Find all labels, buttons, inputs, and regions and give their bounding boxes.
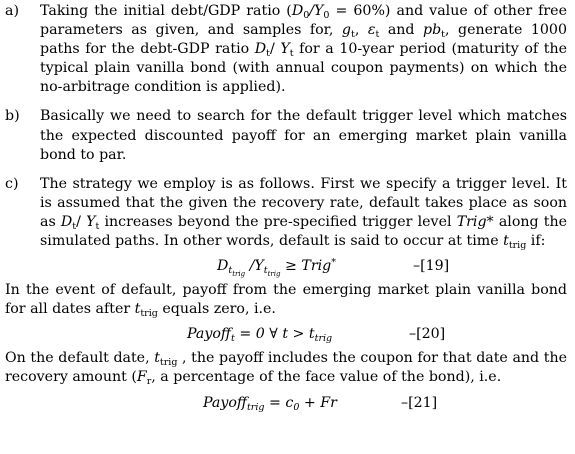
item-text: Taking the initial debt/GDP ratio $(D_0/Y_0 = 60\%)$ and value of other free parameters as given, and samples for, $g_t$, $\varepsilon_t$ and $pb_t$, generate 1000 paths for the debt-GDP ratio $D_t/$ $Y_t$ for a 10-year period (maturity of the typical plain vanilla bond (with annual coupon payments) on which the no-arbitrage condition is applied). xyxy=(40,3,567,96)
equation-formula: $D_{t_{trig}}$ $/Y_{t_{trig}}$ ≥ Trig* xyxy=(217,257,337,279)
equation-number: –[21] xyxy=(401,394,438,411)
equation-20 xyxy=(5,319,567,349)
list-item-b xyxy=(5,107,567,164)
item-label: a) xyxy=(5,3,19,19)
paragraph: On the default date, $t_{trig}$ , the payoff includes the coupon for that date and the recovery amount ($F_r$, a percentage of the face value of the bond), i.e. xyxy=(5,350,567,388)
equation-19 xyxy=(5,251,567,281)
equation-number: –[20] xyxy=(409,326,446,343)
equation-21 xyxy=(5,388,567,418)
list-item-a xyxy=(5,2,567,97)
equation-number: –[19] xyxy=(413,258,450,275)
document-page xyxy=(5,2,567,418)
item-label: c) xyxy=(5,175,19,192)
equation-formula: Payoff$_t$ = 0 ∀ $t > t_{trig}$ xyxy=(187,326,333,345)
item-text: Basically we need to search for the default trigger level which matches the expected discounted payoff for an emerging market plain vanilla bond to par. xyxy=(40,108,567,163)
item-text: The strategy we employ is as follows. First we specify a trigger level. It is assumed that the given the recovery rate, default takes place as soon as $D_t/$ $Y_t$ increases beyond the pre-specified trigger level Trig* along the simulated paths. In other words, default is said to occur at time $t_{trig}$ if: xyxy=(40,175,567,252)
paragraph: In the event of default, payoff from the emerging market plain vanilla bond for all dates after $t_{trig}$ equals zero, i.e. xyxy=(5,282,567,320)
list-item-c xyxy=(5,175,567,251)
equation-formula: Payoff$_{trig}$ = $c_0 + Fr$ xyxy=(203,394,337,413)
item-label: b) xyxy=(5,108,20,125)
